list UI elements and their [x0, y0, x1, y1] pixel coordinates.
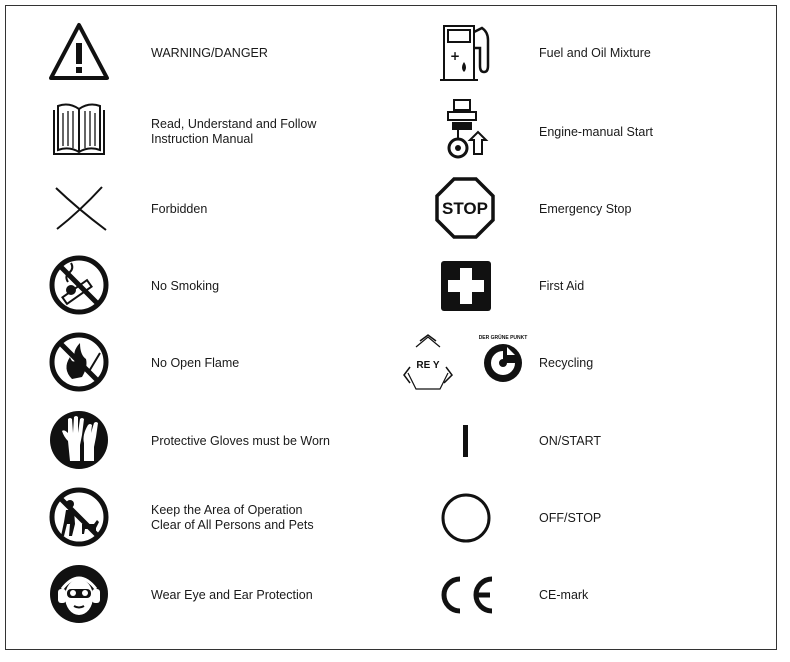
- recycling-icon: [398, 327, 458, 397]
- svg-text:DER GRÜNE PUNKT: DER GRÜNE PUNKT: [478, 335, 528, 341]
- symbol-label: WARNING/DANGER: [151, 46, 268, 60]
- symbol-row-fuel-oil: [0, 18, 780, 88]
- green-dot-icon: [473, 327, 533, 397]
- symbol-row-on-start: [0, 405, 780, 475]
- symbol-row-off-stop: [0, 482, 780, 552]
- symbol-row-engine-start: [0, 96, 780, 166]
- engine-manual-start-icon: [430, 96, 500, 166]
- symbol-label: Wear Eye and Ear Protection: [151, 588, 313, 602]
- symbol-label: Read, Understand and Follow Instruction Manual: [151, 117, 317, 146]
- first-aid-icon: [430, 250, 500, 320]
- symbol-row-first-aid: [0, 250, 780, 320]
- symbol-label: No Open Flame: [151, 356, 240, 370]
- symbol-label: Protective Gloves must be Worn: [151, 434, 331, 448]
- symbol-label: CE-mark: [539, 588, 589, 602]
- symbol-label: OFF/STOP: [539, 511, 602, 525]
- symbol-label: Keep the Area of Operation Clear of All Persons and Pets: [151, 503, 314, 532]
- svg-text:STOP: STOP: [442, 199, 488, 218]
- symbol-label: Forbidden: [151, 202, 208, 216]
- symbol-row-recycling: [0, 327, 780, 397]
- on-start-bar-icon: [430, 405, 500, 475]
- fuel-pump-icon: [430, 18, 500, 88]
- ce-mark-icon: [430, 559, 500, 629]
- symbol-label: ON/START: [539, 434, 602, 448]
- symbol-label: Emergency Stop: [539, 202, 632, 216]
- svg-text:RE Y: RE Y: [416, 360, 440, 371]
- symbol-row-ce-mark: [0, 559, 780, 629]
- svg-text:+: +: [450, 49, 461, 63]
- symbol-label: Engine-manual Start: [539, 125, 653, 139]
- symbol-label: Recycling: [539, 356, 594, 370]
- symbol-label: Fuel and Oil Mixture: [539, 46, 651, 60]
- symbol-label: First Aid: [539, 279, 585, 293]
- symbol-label: No Smoking: [151, 279, 220, 293]
- off-stop-circle-icon: [430, 482, 500, 552]
- symbol-row-emergency-stop: [0, 173, 780, 243]
- stop-sign-icon: [430, 173, 500, 243]
